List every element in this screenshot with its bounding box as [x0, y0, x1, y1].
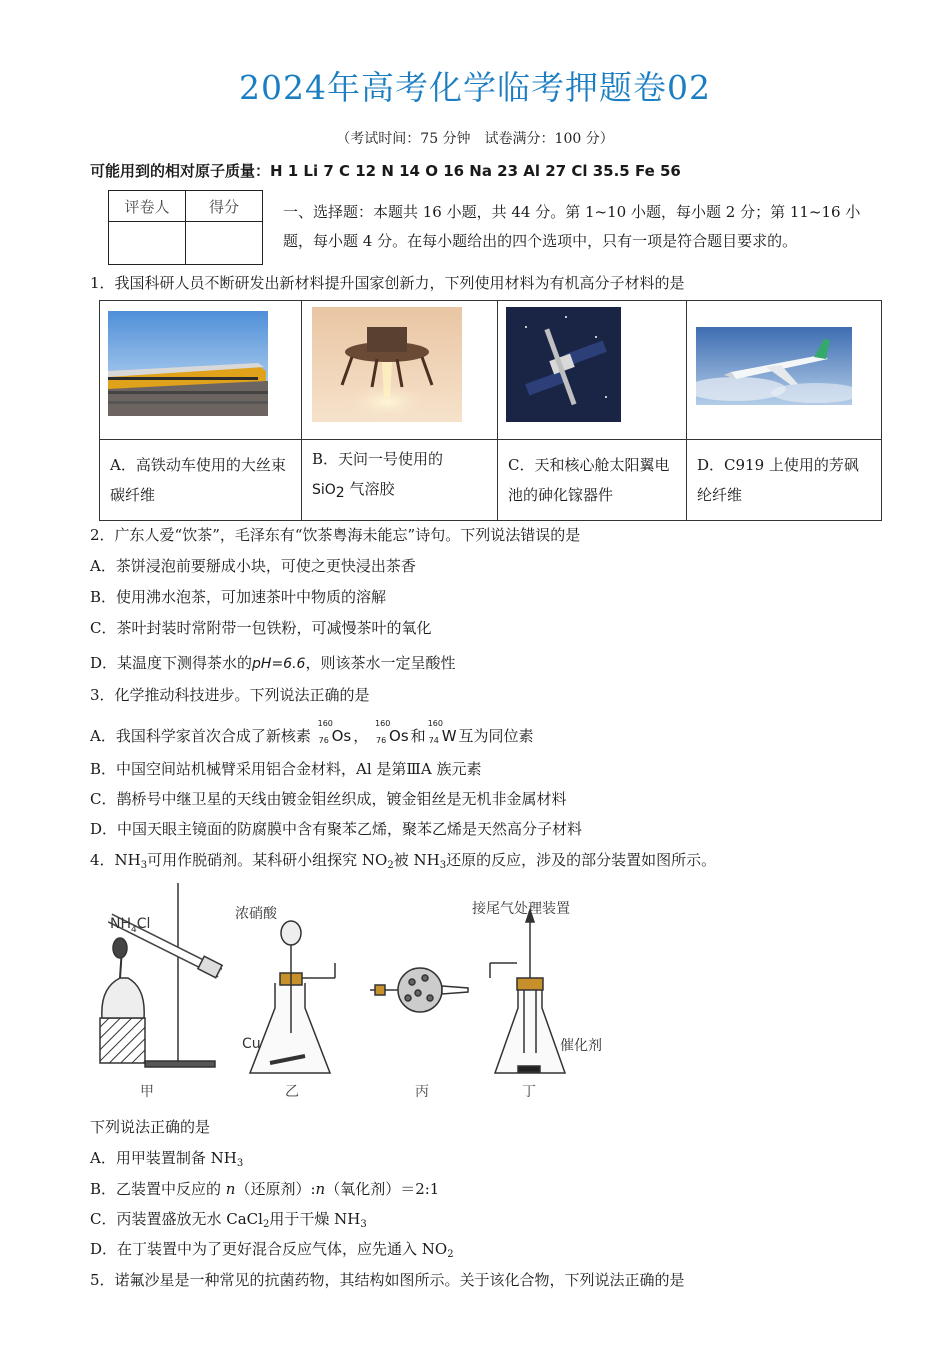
q3-option-d[interactable]: D．中国天眼主镜面的防腐膜中含有聚苯乙烯，聚苯乙烯是天然高分子材料	[90, 820, 583, 838]
q2-stem: 2．广东人爱“饮茶”，毛泽东有“饮茶粤海未能忘”诗句。下列说法错误的是	[90, 526, 581, 544]
q5-stem: 5．诺氟沙星是一种常见的抗菌药物，其结构如图所示。关于该化合物，下列说法正确的是	[90, 1271, 685, 1289]
score-header: 得分	[186, 191, 263, 222]
q1-option-d[interactable]: D．C919 上使用的芳砜纶纤维	[687, 440, 882, 521]
q1-image-cell-c	[498, 301, 687, 440]
reviewer-cell[interactable]	[109, 222, 186, 265]
q1-image-cell-d	[687, 301, 882, 440]
q3-option-b[interactable]: B．中国空间站机械臂采用铝合金材料，Al 是第ⅢA 族元素	[90, 760, 482, 778]
label-jia: 甲	[140, 1084, 154, 1100]
q4-option-a[interactable]: A．用甲装置制备 $NH_3$	[90, 1149, 244, 1169]
q4-option-c[interactable]: C．丙装置盛放无水 CaCl$_2$用于干燥 $NH_3$	[90, 1210, 367, 1230]
space-station-image	[506, 307, 621, 422]
q2-option-d[interactable]: D．某温度下测得茶水的pH=6.6，则该茶水一定呈酸性	[90, 654, 456, 672]
c919-airplane-image	[696, 327, 852, 405]
atomic-masses: 可能用到的相对原子质量：H 1 Li 7 C 12 N 14 O 16 Na 23 Al 27 Cl 35.5 Fe 56	[90, 162, 681, 180]
q3-stem: 3．化学推动科技进步。下列说法正确的是	[90, 686, 370, 704]
nuclide-os-1: 160 76 Os	[317, 719, 352, 745]
apparatus-yi	[250, 921, 335, 1073]
mars-lander-image	[312, 307, 462, 422]
score-table	[108, 190, 263, 265]
label-ding: 丁	[522, 1084, 536, 1100]
q4-option-b[interactable]: B．乙装置中反应的 n（还原剂）:n（氧化剂）＝2:1	[90, 1180, 440, 1198]
q2-option-b[interactable]: B．使用沸水泡茶，可加速茶叶中物质的溶解	[90, 588, 387, 606]
q1-stem: 1．我国科研人员不断研发出新材料提升国家创新力，下列使用材料为有机高分子材料的是	[90, 274, 685, 292]
q1-options-table	[99, 300, 882, 521]
q4-option-d[interactable]: D．在丁装置中为了更好混合反应气体，应先通入 $NO_2$	[90, 1240, 454, 1260]
q1-option-a[interactable]: A．高铁动车使用的大丝束碳纤维	[100, 440, 302, 521]
q2-option-c[interactable]: C．茶叶封装时常附带一包铁粉，可减慢茶叶的氧化	[90, 619, 432, 637]
score-cell[interactable]	[186, 222, 263, 265]
q4-stem: 4．$NH_3$可用作脱硝剂。某科研小组探究 $NO_2$被 $NH_3$还原的反应，涉及的部分装置如图所示。	[90, 851, 717, 871]
reviewer-header: 评卷人	[109, 191, 186, 222]
apparatus-jia	[100, 883, 222, 1067]
q3-option-a[interactable]: A．我国科学家首次合成了新核素 160 76 Os ， 160 76 Os 和 160 74 W 互为同位素	[90, 719, 534, 745]
label-nitric-acid: 浓硝酸	[235, 906, 277, 922]
nuclide-os-2: 160 76 Os	[375, 719, 409, 745]
q1-image-cell-a	[100, 301, 302, 440]
q3-option-c[interactable]: C．鹊桥号中继卫星的天线由镀金钼丝织成，镀金钼丝是无机非金属材料	[90, 790, 567, 808]
exam-title: 2024年高考化学临考押题卷02	[239, 68, 711, 107]
label-tail-gas: 接尾气处理装置	[472, 901, 570, 917]
q1-option-b[interactable]: B．天问一号使用的 SiO2 气溶胶	[302, 440, 498, 521]
apparatus-bing	[370, 968, 468, 1012]
section1-intro: 一、选择题：本题共 16 小题，共 44 分。第 1~10 小题，每小题 2 分；第 11~16 小题，每小题 4 分。在每小题给出的四个选项中，只有一项是符合题目要求的。	[283, 203, 861, 250]
label-nh4cl: $NH_4Cl$	[110, 916, 151, 935]
label-catalyst: 催化剂	[560, 1038, 602, 1054]
q4-apparatus-diagram	[90, 878, 630, 1103]
q4-lead: 下列说法正确的是	[90, 1118, 211, 1136]
label-cu: Cu	[242, 1036, 261, 1052]
nuclide-w: 160 74 W	[427, 719, 457, 745]
q1-option-c[interactable]: C．天和核心舱太阳翼电池的砷化镓器件	[498, 440, 687, 521]
label-bing: 丙	[415, 1084, 429, 1100]
apparatus-ding	[490, 910, 565, 1073]
exam-subtitle: （考试时间：75 分钟 试卷满分：100 分）	[336, 131, 614, 147]
q2-option-a[interactable]: A．茶饼浸泡前要掰成小块，可使之更快浸出茶香	[90, 557, 416, 575]
bullet-train-image	[108, 311, 268, 416]
q1-image-cell-b	[302, 301, 498, 440]
label-yi: 乙	[285, 1084, 299, 1100]
